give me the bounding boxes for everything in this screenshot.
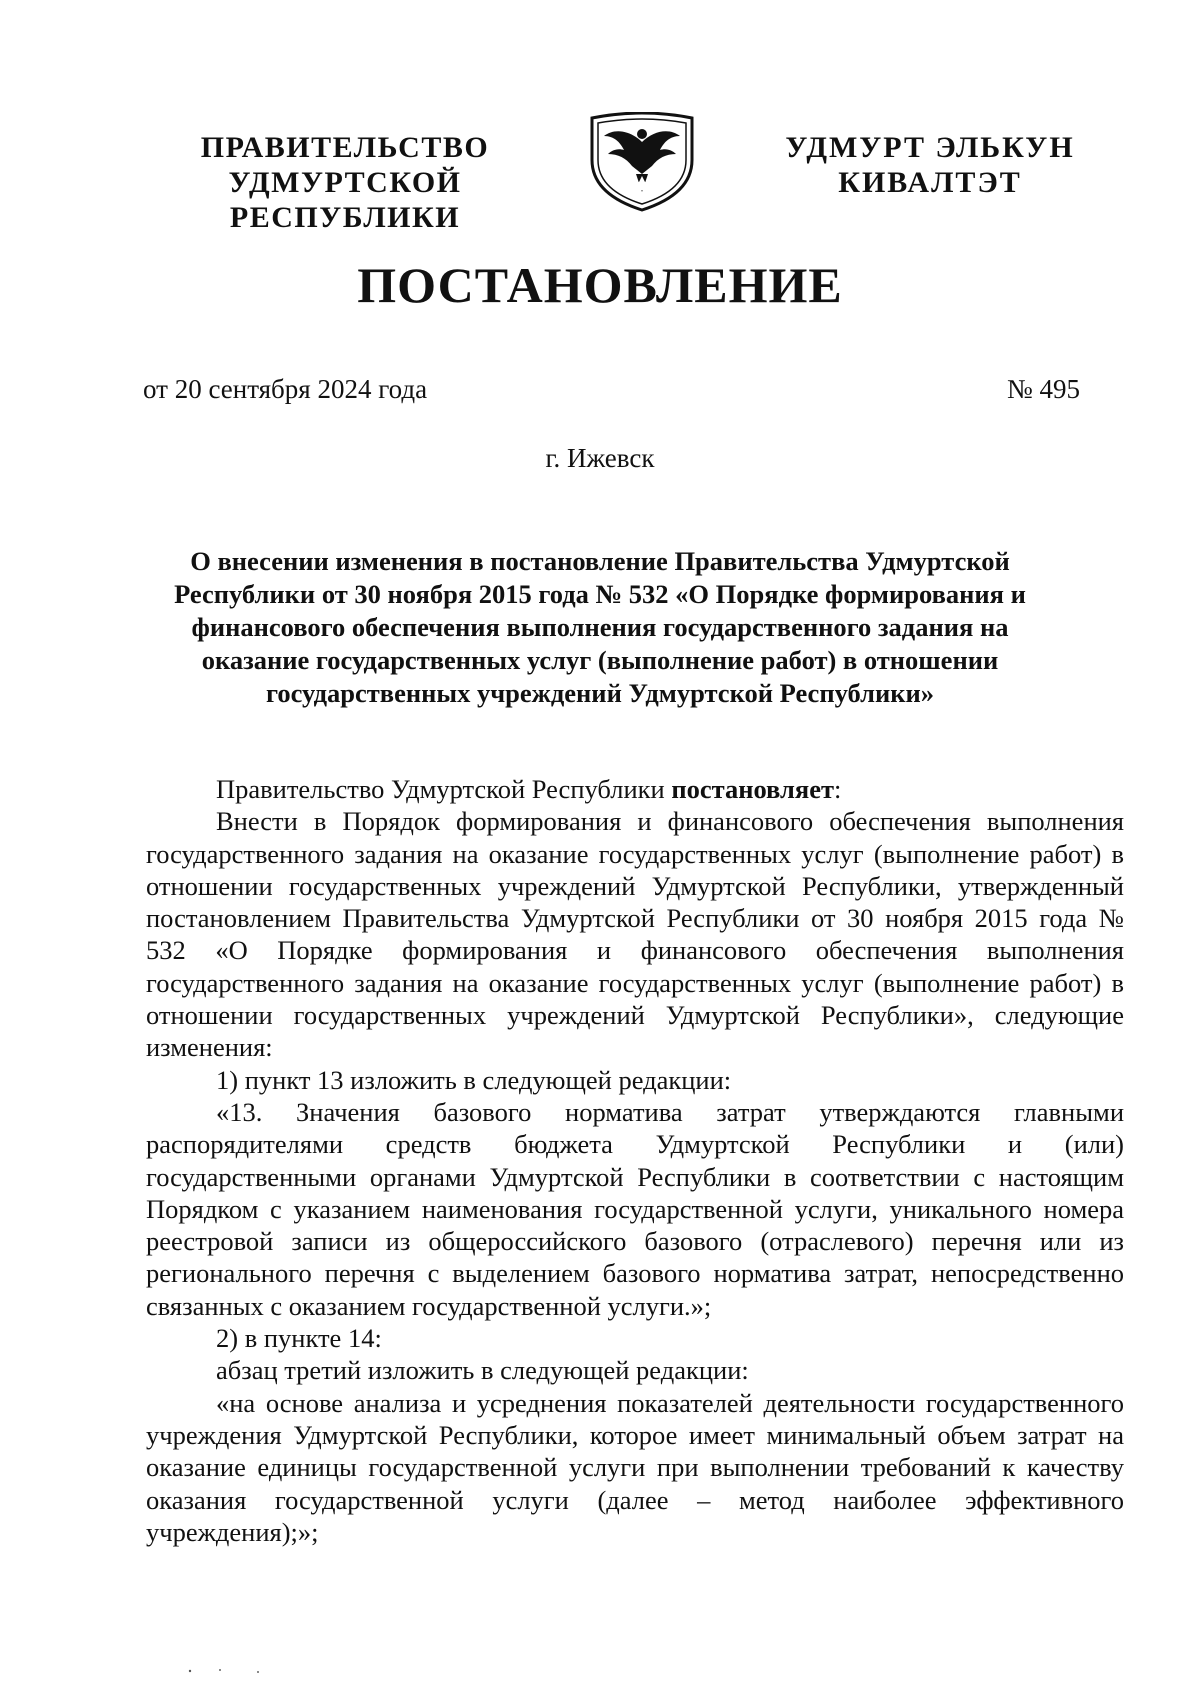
document-subject: О внесении изменения в постановление Правительства Удмуртской Республики от 30 ноября 2015 года № 532 «О Порядке формирования и финансового обеспечения выполнения государственного задания на оказание государственных услуг (выполнение работ) в отношении государственных учреждений Удмуртской Республики»: [174, 546, 1026, 708]
paragraph-abzac: абзац третий изложить в следующей редакции:: [216, 1355, 749, 1386]
intro-bold: постановляет: [671, 774, 835, 804]
header-right: [770, 130, 1090, 200]
intro-paragraph: [146, 773, 1124, 805]
scan-marks-decoration: [180, 1666, 320, 1676]
document-city: г. Ижевск: [545, 443, 655, 473]
paragraph-amendments: Внести в Порядок формирования и финансового обеспечения выполнения государственного задания на оказание государственных услуг (выполнение работ) в отношении государственных учреждений Удмуртской Республики, утвержденный постановлением Правительства Удмуртской Республики от 30 ноября 2015 года № 532 «О Порядке формирования и финансового обеспечения выполнения государственного задания на оказание государственных услуг (выполнение работ) в отношении государственных учреждений Удмуртской Республики», следующие изменения:: [146, 806, 1124, 1063]
header-right-line2: КИВАЛТЭТ: [838, 166, 1022, 199]
document-title: ПОСТАНОВЛЕНИЕ: [357, 257, 843, 313]
document-date: от 20 сентября 2024 года: [143, 374, 428, 404]
paragraph-method: «на основе анализа и усреднения показателей деятельности государственного учреждения Удмуртской Республики, которое имеет минимальный объем затрат на оказание единицы государственной услуги при выполнении требований к качеству оказания государственной услуги (далее – метод наиболее эффективного учреждения);»;: [146, 1387, 1124, 1547]
header-left-line2: УДМУРТСКОЙ РЕСПУБЛИКИ: [228, 166, 462, 234]
paragraph-item-1: 1) пункт 13 изложить в следующей редакции:: [216, 1064, 732, 1095]
paragraph-clause-13: «13. Значения базового норматива затрат утверждаются главными распорядителями средств бюджета Удмуртской Республики и (или) государственными органами Удмуртской Республики в соответствии с настоящим Порядком с указанием наименования государственной услуги, уникального номера реестровой записи из общероссийского базового (отраслевого) перечня или из регионального перечня с выделением базового норматива затрат, непосредственно связанных с оказанием государственной услуги.»;: [146, 1096, 1124, 1321]
header-left-line1: ПРАВИТЕЛЬСТВО: [200, 131, 490, 164]
paragraph-item-2: 2) в пункте 14:: [216, 1323, 382, 1354]
document-number: № 495: [1006, 374, 1080, 404]
document-body: [146, 773, 1124, 1548]
intro-prefix: Правительство Удмуртской Республики: [216, 774, 672, 804]
udmurt-coat-of-arms-icon: [584, 112, 700, 212]
header-left: [110, 130, 580, 235]
header-right-line1: УДМУРТ ЭЛЬКУН: [785, 131, 1075, 164]
intro-suffix: :: [834, 774, 842, 804]
